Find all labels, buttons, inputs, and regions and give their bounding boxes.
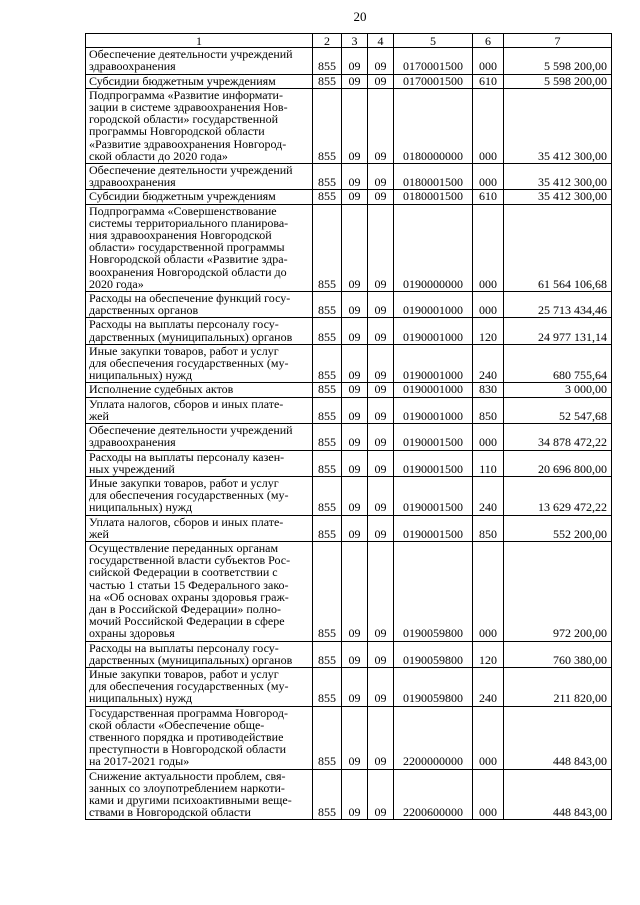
target-article-cell: 0190001500 — [394, 515, 473, 541]
amount-cell: 52 547,68 — [504, 397, 612, 423]
expense-name-line: Расходы на выплаты персоналу госу- — [89, 317, 279, 332]
expense-type-cell: 610 — [473, 74, 504, 88]
section-code-cell: 09 — [342, 48, 368, 74]
expense-type-cell: 830 — [473, 383, 504, 397]
subsection-code-cell: 09 — [368, 383, 394, 397]
expense-name-cell — [86, 769, 313, 820]
subsection-code-cell: 09 — [368, 450, 394, 476]
table-row — [86, 190, 612, 204]
expense-type-cell: 000 — [473, 204, 504, 291]
expense-name-line: жей — [89, 526, 109, 541]
section-code-cell: 09 — [342, 383, 368, 397]
header-row — [86, 34, 612, 48]
target-article-cell: 0180001500 — [394, 164, 473, 190]
expense-name-line: занных со злоупотреблением наркоти- — [89, 780, 285, 795]
ministry-code-cell: 855 — [313, 515, 342, 541]
expense-name-line: ской области до 2020 года» — [89, 148, 228, 163]
expense-type-cell: 000 — [473, 706, 504, 769]
amount-cell: 35 412 300,00 — [504, 88, 612, 163]
expense-name-line: Подпрограмма «Совершенствование — [89, 204, 277, 218]
target-article-cell: 0190001000 — [394, 318, 473, 344]
amount-cell: 3 000,00 — [504, 383, 612, 397]
expense-name-line: ниципальных) нужд — [89, 500, 193, 515]
target-article-cell: 2200600000 — [394, 769, 473, 820]
expense-type-cell: 240 — [473, 667, 504, 706]
amount-cell: 448 843,00 — [504, 706, 612, 769]
header-cell-5: 5 — [394, 34, 473, 48]
header-cell-7: 7 — [504, 34, 612, 48]
amount-cell: 680 755,64 — [504, 344, 612, 383]
subsection-code-cell: 09 — [368, 344, 394, 383]
ministry-code-cell: 855 — [313, 344, 342, 383]
expense-name-line: ственного порядка и противодействие — [89, 729, 284, 744]
expense-name-line: здравоохранения — [89, 175, 176, 190]
section-code-cell: 09 — [342, 190, 368, 204]
expense-name-line: Государственная программа Новгород- — [89, 706, 289, 720]
expense-name-line: Осуществление переданных органам — [89, 541, 279, 555]
section-code-cell: 09 — [342, 424, 368, 450]
expense-name-line: государственной власти субъектов Рос- — [89, 553, 291, 568]
expense-name-line: системы территориального планирова- — [89, 215, 289, 230]
ministry-code-cell: 855 — [313, 769, 342, 820]
target-article-cell: 0190001500 — [394, 476, 473, 515]
header-cell-6: 6 — [473, 34, 504, 48]
header-cell-3: 3 — [342, 34, 368, 48]
ministry-code-cell: 855 — [313, 190, 342, 204]
section-code-cell: 09 — [342, 641, 368, 667]
expense-name-line: зации в системе здравоохранения Нов- — [89, 100, 288, 115]
table-row — [86, 450, 612, 476]
expense-type-cell: 120 — [473, 641, 504, 667]
expense-type-cell: 000 — [473, 541, 504, 641]
ministry-code-cell: 855 — [313, 641, 342, 667]
ministry-code-cell: 855 — [313, 48, 342, 74]
expense-name-cell — [86, 706, 313, 769]
section-code-cell: 09 — [342, 74, 368, 88]
expense-name-cell — [86, 383, 313, 397]
expense-name-line: дарственных (муниципальных) органов — [89, 329, 293, 344]
expense-name-line: на «Об основах охраны здоровья граж- — [89, 589, 289, 604]
table-row — [86, 318, 612, 344]
subsection-code-cell: 09 — [368, 292, 394, 318]
subsection-code-cell: 09 — [368, 706, 394, 769]
subsection-code-cell: 09 — [368, 204, 394, 291]
expense-name-line: Субсидии бюджетным учреждениям — [89, 74, 276, 88]
expense-type-cell: 240 — [473, 476, 504, 515]
target-article-cell: 0190001500 — [394, 450, 473, 476]
expense-name-line: частью 1 статьи 15 Федерального зако- — [89, 577, 289, 592]
expense-name-line: воохранения Новгородской области до — [89, 264, 287, 279]
subsection-code-cell: 09 — [368, 541, 394, 641]
expense-name-line: ской области «Обеспечение обще- — [89, 717, 265, 732]
section-code-cell: 09 — [342, 164, 368, 190]
target-article-cell: 0180000000 — [394, 88, 473, 163]
expense-type-cell: 000 — [473, 48, 504, 74]
subsection-code-cell: 09 — [368, 424, 394, 450]
table-row — [86, 424, 612, 450]
table-row — [86, 74, 612, 88]
amount-cell: 35 412 300,00 — [504, 164, 612, 190]
expense-name-line: Обеспечение деятельности учреждений — [89, 47, 293, 62]
expense-name-line: преступности в Новгородской области — [89, 742, 287, 757]
expense-name-line: городской области» государственной — [89, 112, 278, 127]
expense-name-line: здравоохранения — [89, 59, 176, 74]
page-number: 20 — [353, 9, 367, 24]
expense-name-line: для обеспечения государственных (му- — [89, 679, 289, 694]
table-row — [86, 204, 612, 291]
expense-name-line: ниципальных) нужд — [89, 691, 193, 706]
expense-name-cell — [86, 450, 313, 476]
target-article-cell: 2200000000 — [394, 706, 473, 769]
expense-name-cell — [86, 318, 313, 344]
expense-name-cell — [86, 190, 313, 204]
expense-name-line: ствами в Новгородской области — [89, 805, 251, 820]
amount-cell: 552 200,00 — [504, 515, 612, 541]
expense-name-line: здравоохранения — [89, 435, 176, 450]
expense-name-line: области» государственной программы — [89, 240, 285, 255]
expense-name-line: Иные закупки товаров, работ и услуг — [89, 344, 279, 358]
section-code-cell: 09 — [342, 318, 368, 344]
expense-type-cell: 610 — [473, 190, 504, 204]
amount-cell: 13 629 472,22 — [504, 476, 612, 515]
subsection-code-cell: 09 — [368, 641, 394, 667]
table-row — [86, 48, 612, 74]
subsection-code-cell: 09 — [368, 48, 394, 74]
expense-name-line: для обеспечения государственных (му- — [89, 356, 289, 371]
ministry-code-cell: 855 — [313, 383, 342, 397]
ministry-code-cell: 855 — [313, 706, 342, 769]
expense-name-cell — [86, 74, 313, 88]
expense-name-line: программы Новгородской области — [89, 124, 265, 139]
expense-name-line: жей — [89, 408, 109, 423]
table-row — [86, 292, 612, 318]
subsection-code-cell: 09 — [368, 476, 394, 515]
expense-type-cell: 850 — [473, 515, 504, 541]
table-row — [86, 383, 612, 397]
expense-name-line: Обеспечение деятельности учреждений — [89, 163, 293, 178]
section-code-cell: 09 — [342, 706, 368, 769]
subsection-code-cell: 09 — [368, 88, 394, 163]
expense-name-cell — [86, 292, 313, 318]
expense-name-line: для обеспечения государственных (му- — [89, 488, 289, 503]
ministry-code-cell: 855 — [313, 292, 342, 318]
amount-cell: 34 878 472,22 — [504, 424, 612, 450]
amount-cell: 760 380,00 — [504, 641, 612, 667]
expense-name-line: Иные закупки товаров, работ и услуг — [89, 476, 279, 490]
subsection-code-cell: 09 — [368, 667, 394, 706]
expense-name-line: дарственных органов — [89, 303, 199, 318]
target-article-cell: 0190001500 — [394, 424, 473, 450]
subsection-code-cell: 09 — [368, 74, 394, 88]
section-code-cell: 09 — [342, 667, 368, 706]
expense-name-cell — [86, 204, 313, 291]
section-code-cell: 09 — [342, 476, 368, 515]
amount-cell: 972 200,00 — [504, 541, 612, 641]
target-article-cell: 0170001500 — [394, 74, 473, 88]
ministry-code-cell: 855 — [313, 397, 342, 423]
expense-name-cell — [86, 641, 313, 667]
amount-cell: 61 564 106,68 — [504, 204, 612, 291]
amount-cell: 5 598 200,00 — [504, 74, 612, 88]
expense-name-line: охраны здоровья — [89, 626, 175, 641]
table-row — [86, 88, 612, 163]
table-row — [86, 541, 612, 641]
table-row — [86, 476, 612, 515]
expense-name-line: Расходы на выплаты персоналу госу- — [89, 641, 279, 655]
expense-name-line: Субсидии бюджетным учреждениям — [89, 189, 276, 204]
expense-name-line: Подпрограмма «Развитие информати- — [89, 88, 283, 102]
amount-cell: 35 412 300,00 — [504, 190, 612, 204]
expense-name-cell — [86, 667, 313, 706]
subsection-code-cell: 09 — [368, 164, 394, 190]
amount-cell: 5 598 200,00 — [504, 48, 612, 74]
target-article-cell: 0190001000 — [394, 292, 473, 318]
expense-name-cell — [86, 164, 313, 190]
expense-name-line: 2020 года» — [89, 276, 144, 291]
subsection-code-cell: 09 — [368, 769, 394, 820]
expense-name-line: «Развитие здравоохранения Новгород- — [89, 136, 287, 151]
section-code-cell: 09 — [342, 450, 368, 476]
expense-name-line: дарственных (муниципальных) органов — [89, 652, 293, 667]
expense-name-cell — [86, 515, 313, 541]
table-row — [86, 641, 612, 667]
expense-name-line: сийской Федерации в соответствии с — [89, 565, 278, 580]
expense-name-line: Уплата налогов, сборов и иных плате- — [89, 397, 284, 411]
section-code-cell: 09 — [342, 397, 368, 423]
expense-name-line: Исполнение судебных актов — [89, 382, 234, 397]
expense-name-line: дан в Российской Федерации» полно- — [89, 601, 281, 616]
header-cell-2: 2 — [313, 34, 342, 48]
expense-name-line: ния здравоохранения Новгородской — [89, 228, 272, 243]
subsection-code-cell: 09 — [368, 515, 394, 541]
expense-type-cell: 000 — [473, 769, 504, 820]
expense-name-line: Расходы на выплаты персоналу казен- — [89, 450, 285, 464]
ministry-code-cell: 855 — [313, 74, 342, 88]
target-article-cell: 0190059800 — [394, 641, 473, 667]
expense-name-line: Новгородской области «Развитие здра- — [89, 252, 288, 267]
expense-type-cell: 000 — [473, 424, 504, 450]
target-article-cell: 0190059800 — [394, 667, 473, 706]
subsection-code-cell: 09 — [368, 318, 394, 344]
table-row — [86, 515, 612, 541]
table-row — [86, 769, 612, 820]
section-code-cell: 09 — [342, 292, 368, 318]
subsection-code-cell: 09 — [368, 397, 394, 423]
expense-name-cell — [86, 424, 313, 450]
expense-type-cell: 850 — [473, 397, 504, 423]
expense-name-line: ками и другими психоактивными веще- — [89, 792, 292, 807]
ministry-code-cell: 855 — [313, 667, 342, 706]
subsection-code-cell: 09 — [368, 190, 394, 204]
expense-name-line: Уплата налогов, сборов и иных плате- — [89, 515, 284, 529]
expense-name-line: Иные закупки товаров, работ и услуг — [89, 667, 279, 681]
expense-name-line: Снижение актуальности проблем, свя- — [89, 769, 286, 783]
expense-name-cell — [86, 397, 313, 423]
expense-name-line: мочий Российской Федерации в сфере — [89, 614, 285, 629]
expense-type-cell: 000 — [473, 88, 504, 163]
expense-name-line: ниципальных) нужд — [89, 368, 193, 383]
section-code-cell: 09 — [342, 541, 368, 641]
amount-cell: 25 713 434,46 — [504, 292, 612, 318]
expense-type-cell: 110 — [473, 450, 504, 476]
table-header — [86, 34, 612, 48]
expense-type-cell: 000 — [473, 164, 504, 190]
expense-name-line: ных учреждений — [89, 461, 175, 476]
amount-cell: 20 696 800,00 — [504, 450, 612, 476]
header-cell-1: 1 — [86, 34, 313, 48]
target-article-cell: 0180001500 — [394, 190, 473, 204]
expense-name-cell — [86, 344, 313, 383]
amount-cell: 24 977 131,14 — [504, 318, 612, 344]
target-article-cell: 0190059800 — [394, 541, 473, 641]
expense-type-cell: 240 — [473, 344, 504, 383]
expense-name-line: Обеспечение деятельности учреждений — [89, 423, 293, 438]
target-article-cell: 0190000000 — [394, 204, 473, 291]
table-row — [86, 164, 612, 190]
ministry-code-cell: 855 — [313, 318, 342, 344]
ministry-code-cell: 855 — [313, 541, 342, 641]
expense-name-line: на 2017-2021 годы» — [89, 754, 190, 769]
expense-name-line: Расходы на обеспечение функций госу- — [89, 291, 291, 306]
ministry-code-cell: 855 — [313, 164, 342, 190]
section-code-cell: 09 — [342, 204, 368, 291]
table-row — [86, 706, 612, 769]
table-row — [86, 397, 612, 423]
amount-cell: 211 820,00 — [504, 667, 612, 706]
ministry-code-cell: 855 — [313, 424, 342, 450]
budget-table-body — [86, 48, 612, 820]
section-code-cell: 09 — [342, 344, 368, 383]
target-article-cell: 0190001000 — [394, 397, 473, 423]
header-cell-4: 4 — [368, 34, 394, 48]
target-article-cell: 0190001000 — [394, 344, 473, 383]
section-code-cell: 09 — [342, 88, 368, 163]
target-article-cell: 0190001000 — [394, 383, 473, 397]
table-row — [86, 667, 612, 706]
section-code-cell: 09 — [342, 515, 368, 541]
ministry-code-cell: 855 — [313, 88, 342, 163]
expense-type-cell: 120 — [473, 318, 504, 344]
expense-name-cell — [86, 541, 313, 641]
ministry-code-cell: 855 — [313, 476, 342, 515]
budget-table — [85, 33, 612, 820]
expense-type-cell: 000 — [473, 292, 504, 318]
expense-name-cell — [86, 48, 313, 74]
table-row — [86, 344, 612, 383]
expense-name-cell — [86, 88, 313, 163]
amount-cell: 448 843,00 — [504, 769, 612, 820]
ministry-code-cell: 855 — [313, 204, 342, 291]
target-article-cell: 0170001500 — [394, 48, 473, 74]
ministry-code-cell: 855 — [313, 450, 342, 476]
section-code-cell: 09 — [342, 769, 368, 820]
expense-name-cell — [86, 476, 313, 515]
